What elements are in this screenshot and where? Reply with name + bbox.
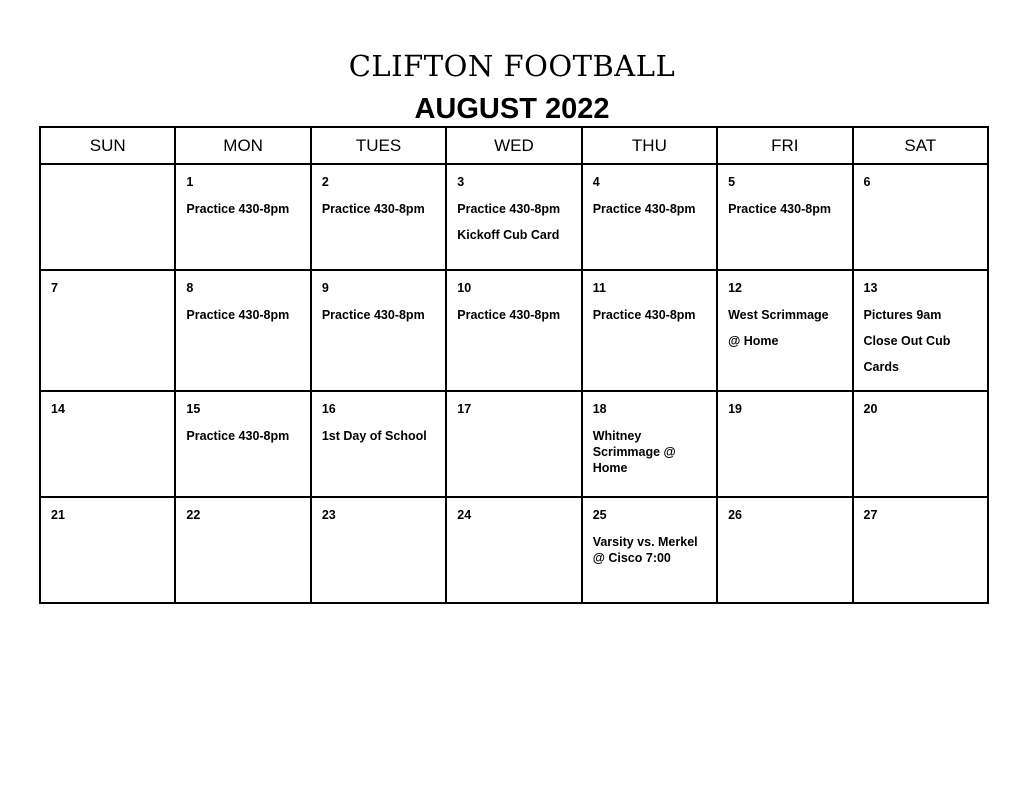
event-text: Practice 430-8pm xyxy=(186,429,290,443)
day-cell xyxy=(175,391,310,497)
event-text: Varsity vs. Merkel @ Cisco 7:00 xyxy=(592,535,698,565)
week-row xyxy=(40,164,988,270)
day-number: 6 xyxy=(863,175,871,189)
day-number: 14 xyxy=(51,402,65,416)
day-cell xyxy=(175,164,310,270)
weekday-header: WED xyxy=(446,127,581,164)
weekday-header-row xyxy=(40,127,988,164)
day-number: 18 xyxy=(592,402,607,416)
day-number: 22 xyxy=(186,508,201,522)
day-number: 20 xyxy=(863,402,878,416)
day-cell xyxy=(717,164,852,270)
event-text: Practice 430-8pm xyxy=(321,308,425,322)
day-number: 16 xyxy=(321,402,336,416)
day-number: 5 xyxy=(728,175,736,189)
event-text: Practice 430-8pm xyxy=(728,202,831,216)
week-row xyxy=(40,391,988,497)
event-text: Practice 430-8pm xyxy=(592,202,696,216)
weekday-header: TUES xyxy=(311,127,446,164)
week-row xyxy=(40,270,988,391)
day-number: 15 xyxy=(186,402,201,416)
event-text: West Scrimmage xyxy=(728,308,829,322)
month-heading: AUGUST 2022 xyxy=(414,93,610,125)
day-cell xyxy=(40,164,175,270)
week-row xyxy=(40,497,988,603)
day-cell xyxy=(40,497,175,603)
day-number: 1 xyxy=(186,175,194,189)
day-number: 25 xyxy=(592,508,607,522)
day-cell xyxy=(446,270,581,391)
day-number: 7 xyxy=(51,281,58,295)
day-number: 9 xyxy=(321,281,329,295)
day-cell xyxy=(582,164,717,270)
day-number: 26 xyxy=(728,508,743,522)
event-text: Practice 430-8pm xyxy=(186,202,290,216)
day-number: 11 xyxy=(592,281,606,295)
day-cell xyxy=(582,391,717,497)
day-number: 13 xyxy=(863,281,878,295)
day-number: 8 xyxy=(186,281,194,295)
day-number: 17 xyxy=(457,402,472,416)
day-cell xyxy=(853,164,988,270)
day-number: 19 xyxy=(728,402,743,416)
day-number: 3 xyxy=(457,175,465,189)
weekday-header: SAT xyxy=(853,127,988,164)
weekday-header: FRI xyxy=(717,127,852,164)
weekday-header: THU xyxy=(582,127,717,164)
day-cell xyxy=(717,270,852,391)
day-cell xyxy=(40,391,175,497)
day-cell xyxy=(853,497,988,603)
event-text: Kickoff Cub Card xyxy=(457,228,560,242)
day-number: 10 xyxy=(457,281,472,295)
event-text: Practice 430-8pm xyxy=(186,308,290,322)
day-cell xyxy=(311,391,446,497)
day-number: 23 xyxy=(321,508,336,522)
event-text: Practice 430-8pm xyxy=(321,202,425,216)
day-number: 12 xyxy=(728,281,743,295)
event-text: Practice 430-8pm xyxy=(457,308,561,322)
day-cell xyxy=(853,270,988,391)
day-number: 4 xyxy=(592,175,600,189)
day-cell xyxy=(582,270,717,391)
day-number: 2 xyxy=(321,175,329,189)
event-text: @ Home xyxy=(728,334,779,348)
event-text: Close Out Cub xyxy=(863,334,951,348)
day-cell xyxy=(446,164,581,270)
day-cell xyxy=(175,497,310,603)
day-cell xyxy=(717,497,852,603)
day-cell xyxy=(582,497,717,603)
day-cell xyxy=(175,270,310,391)
day-cell xyxy=(311,164,446,270)
event-text: Practice 430-8pm xyxy=(457,202,561,216)
calendar-grid xyxy=(39,126,989,604)
day-cell xyxy=(40,270,175,391)
day-number: 21 xyxy=(51,508,65,522)
event-text: Practice 430-8pm xyxy=(592,308,696,322)
calendar-title: CLIFTON FOOTBALL xyxy=(348,49,676,83)
day-cell xyxy=(853,391,988,497)
event-text: 1st Day of School xyxy=(321,429,427,443)
day-cell xyxy=(311,270,446,391)
event-text: Whitney Scrimmage @ Home xyxy=(592,429,676,475)
event-text: Pictures 9am xyxy=(863,308,942,322)
day-cell xyxy=(717,391,852,497)
weekday-header: SUN xyxy=(40,127,175,164)
day-cell xyxy=(446,391,581,497)
day-number: 27 xyxy=(863,508,878,522)
weekday-header: MON xyxy=(175,127,310,164)
event-text: Cards xyxy=(863,360,899,374)
day-cell xyxy=(311,497,446,603)
day-cell xyxy=(446,497,581,603)
day-number: 24 xyxy=(457,508,472,522)
